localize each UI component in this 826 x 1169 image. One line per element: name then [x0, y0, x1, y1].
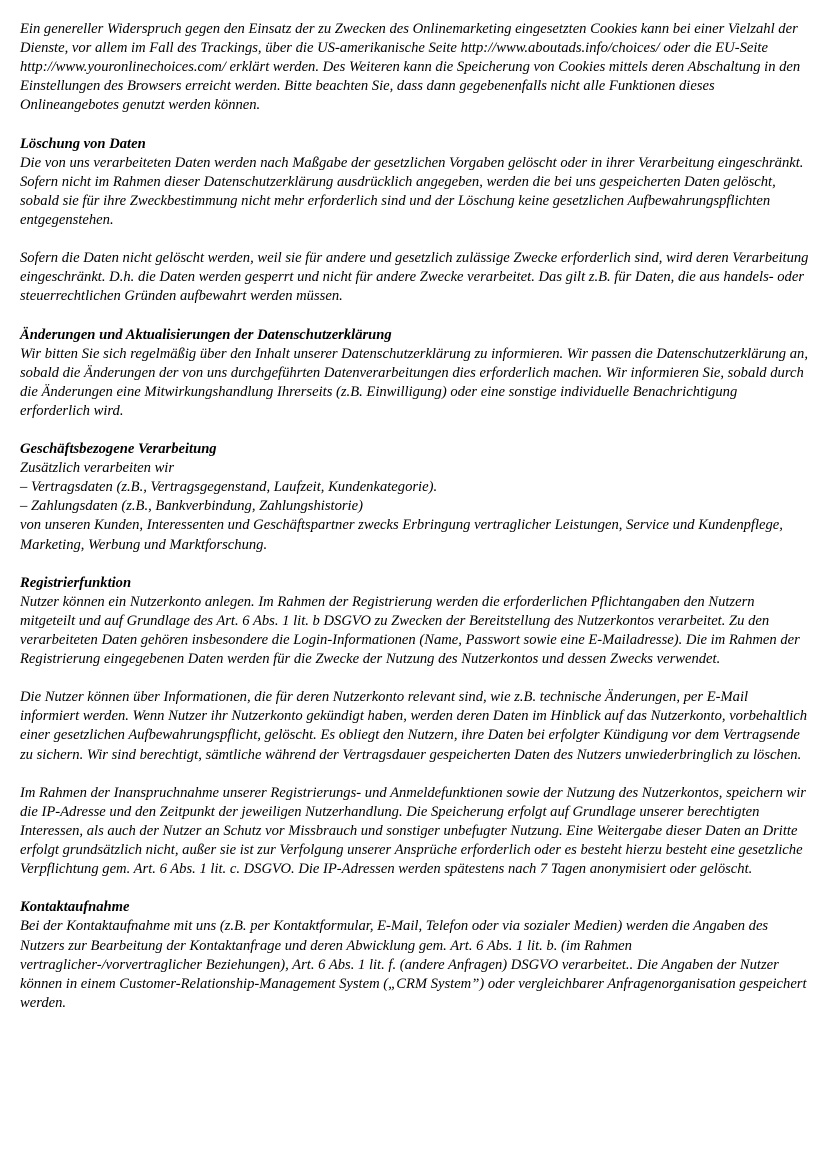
section-heading: Kontaktaufnahme	[20, 899, 130, 916]
document-page	[20, 20, 810, 1032]
section-geschaeftsbezogene-verarbeitung	[20, 440, 810, 555]
section-cookie-widerspruch	[20, 20, 810, 115]
paragraph: Die von uns verarbeiteten Daten werden nach Maßgabe der gesetzlichen Vorgaben gelöscht oder in ihrer Verarbeitung eingeschränkt. Sofern nicht im Rahmen dieser Datenschutzerklärung ausdrücklich angegeben, werden die bei uns gespeicherten Daten gelöscht, sobald sie für ihre Zweckbestimmung nicht mehr erforderlich sind und der Löschung keine gesetzlichen Aufbewahrungspflichten entgegenstehen.	[20, 154, 804, 228]
section-loeschung-von-daten	[20, 135, 810, 230]
list-item: – Vertragsdaten (z.B., Vertragsgegenstand, Laufzeit, Kundenkategorie).	[20, 479, 438, 496]
list-intro: Zusätzlich verarbeiten wir	[20, 460, 175, 477]
section-heading: Geschäftsbezogene Verarbeitung	[20, 441, 217, 458]
section-heading: Löschung von Daten	[20, 135, 146, 152]
paragraph: Ein genereller Widerspruch gegen den Einsatz der zu Zwecken des Onlinemarketing eingesetzten Cookies kann bei einer Vielzahl der Dienste, vor allem im Fall des Trackings, über die US-amerikanische Seite http://www.aboutads.info/choices/ oder die EU-Seite http://www.youronlinechoices.com/ erklärt werden. Des Weiteren kann die Speicherung von Cookies mittels deren Abschaltung in den Einstellungen des Browsers erreicht werden. Bitte beachten Sie, dass dann gegebenenfalls nicht alle Funktionen dieses Onlineangebotes genutzt werden können.	[20, 21, 801, 114]
paragraph: von unseren Kunden, Interessenten und Geschäftspartner zwecks Erbringung vertraglicher Leistungen, Service und Kundenpflege, Marketing, Werbung und Marktforschung.	[20, 517, 783, 553]
paragraph: Die Nutzer können über Informationen, die für deren Nutzerkonto relevant sind, wie z.B. technische Änderungen, per E-Mail informiert werden. Wenn Nutzer ihr Nutzerkonto gekündigt haben, werden deren Daten im Hinblick auf das Nutzerkonto, vorbehaltlich einer gesetzlichen Aufbewahrungspflicht, gelöscht. Es obliegt den Nutzern, ihre Daten bei erfolgter Kündigung vor dem Vertragsende zu sichern. Wir sind berechtigt, sämtliche während der Vertragsdauer gespeicherten Daten des Nutzers unwiederbringlich zu löschen.	[20, 689, 808, 763]
section-registrierfunktion	[20, 574, 810, 669]
section-aenderungen	[20, 326, 810, 421]
list-item: – Zahlungsdaten (z.B., Bankverbindung, Zahlungshistorie)	[20, 498, 363, 515]
paragraph: Sofern die Daten nicht gelöscht werden, weil sie für andere und gesetzlich zulässige Zwecke erforderlich sind, wird deren Verarbeitung eingeschränkt. D.h. die Daten werden gesperrt und nicht für andere Zwecke verarbeitet. Das gilt z.B. für Daten, die aus handels- oder steuerrechtlichen Gründen aufbewahrt werden müssen.	[20, 250, 809, 305]
section-nutzerkonto-info	[20, 688, 810, 764]
paragraph: Nutzer können ein Nutzerkonto anlegen. Im Rahmen der Registrierung werden die erforderlichen Pflichtangaben den Nutzern mitgeteilt und auf Grundlage des Art. 6 Abs. 1 lit. b DSGVO zu Zwecken der Bereitstellung des Nutzerkontos verarbeitet. Zu den verarbeiteten Daten gehören insbesondere die Login-Informationen (Name, Passwort sowie eine E-Mailadresse). Die im Rahmen der Registrierung eingegebenen Daten werden für die Zwecke der Nutzung des Nutzerkontos und dessen Zwecks verwendet.	[20, 593, 800, 668]
paragraph: Im Rahmen der Inanspruchnahme unserer Registrierungs- und Anmeldefunktionen sowie der Nutzung des Nutzerkontos, speichern wir die IP-Adresse und den Zeitpunkt der jeweiligen Nutzerhandlung. Die Speicherung erfolgt auf Grundlage unserer berechtigten Interessen, als auch der Nutzer an Schutz vor Missbrauch und sonstiger unbefugter Nutzung. Eine Weitergabe dieser Daten an Dritte erfolgt grundsätzlich nicht, außer sie ist zur Verfolgung unserer Ansprüche erforderlich oder es besteht hierzu besteht eine gesetzliche Verpflichtung gem. Art. 6 Abs. 1 lit. c. DSGVO. Die IP-Adressen werden spätestens nach 7 Tagen anonymisiert oder gelöscht.	[20, 784, 806, 878]
section-kontaktaufnahme	[20, 898, 810, 1013]
section-ip-speicherung	[20, 784, 810, 879]
paragraph: Wir bitten Sie sich regelmäßig über den Inhalt unserer Datenschutzerklärung zu informieren. Wir passen die Datenschutzerklärung an, sobald die Änderungen der von uns durchgeführten Datenverarbeitungen dies erforderlich machen. Wir informieren Sie, sobald durch die Änderungen eine Mitwirkungshandlung Ihrerseits (z.B. Einwilligung) oder eine sonstige individuelle Benachrichtigung erforderlich wird.	[20, 345, 808, 419]
section-heading: Registrierfunktion	[20, 574, 132, 591]
section-heading: Änderungen und Aktualisierungen der Datenschutzerklärung	[20, 326, 392, 343]
paragraph: Bei der Kontaktaufnahme mit uns (z.B. per Kontaktformular, E-Mail, Telefon oder via sozialer Medien) werden die Angaben des Nutzers zur Bearbeitung der Kontaktanfrage und deren Abwicklung gem. Art. 6 Abs. 1 lit. b. (im Rahmen vertraglicher-/vorvertraglicher Beziehungen), Art. 6 Abs. 1 lit. f. (andere Anfragen) DSGVO verarbeitet.. Die Angaben der Nutzer können in einem Customer-Relationship-Management System („CRM System”) oder vergleichbarer Anfragenorganisation gespeichert werden.	[20, 918, 807, 1011]
section-einschraenkung	[20, 249, 810, 306]
